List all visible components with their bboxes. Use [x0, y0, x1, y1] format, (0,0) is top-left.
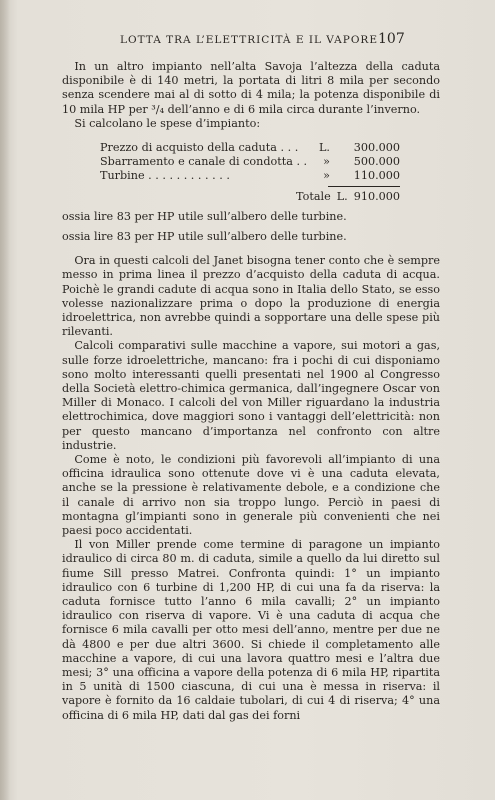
cost-per-hp-line-repeat: ossia lire 83 per HP utile sull’albero delle turbine.: [62, 229, 347, 243]
cost-currency: »: [323, 169, 330, 183]
page-gutter-shadow: [0, 0, 10, 800]
running-header: LOTTA TRA L’ELETTRICITÀ E IL VAPORE: [120, 34, 378, 46]
total-currency: L.: [336, 189, 348, 203]
cost-label: Sbarramento e canale di condotta . .: [100, 155, 308, 169]
cost-table: [100, 141, 400, 204]
body-text: [62, 60, 440, 723]
cost-label: Prezzo di acquisto della caduta . . .: [100, 141, 299, 155]
cost-currency: L.: [319, 141, 330, 155]
cost-amount: 300.000: [353, 141, 400, 155]
cost-row: [100, 169, 400, 183]
paragraph-von-miller: Il von Miller prende come termine di paragone un impianto idraulico di circa 80 m. di caduta, simile a quello da lui diretto sul fiume Sill presso Matrei. Confronta quindi: 1° un impianto idraulico con 6 turbine di 1,200 HP, di cui una fa da riserva: la caduta fornisce tutto l’anno 6 mila cavalli; 2° un impianto idraulico con riserva di vapore. Vi è una caduta di acqua che fornisce 6 mila cavalli per otto mesi dell’anno, mentre per due ne dà 4800 e per due altri 3600. Si chiede il completamento alle macchine a vapore, di cui una lavora quattro mesi e l’altra due mesi; 3° una officina a vapore della potenza di 6 mila HP, ripartita in 5 unità di 1500 ciascuna, di cui una è messa in riserva: il vapore è fornito da 16 caldaie tubolari, di cui 4 di riserva; 4° una officina di 6 mila HP, dati dal gas dei forni: [62, 538, 440, 722]
paragraph-costs-intro: Si calcolano le spese d’impianto:: [74, 116, 261, 130]
total-amount: 910.000: [353, 189, 400, 203]
cost-amount: 500.000: [353, 155, 400, 169]
paragraph-intro: In un altro impianto nell’alta Savoja l’altezza della caduta disponibile è di 140 metri, la portata di litri 8 mila per secondo senza scendere mai al di sotto di 4 mila; la potenza disponibile di 10 mila HP per ³/₄ dell’anno e di 6 mila circa durante l’inverno.: [62, 60, 440, 116]
page-number: 107: [378, 31, 405, 47]
cost-per-hp-line: ossia lire 83 per HP utile sull’albero delle turbine.: [62, 209, 347, 223]
cost-currency: »: [323, 155, 330, 169]
total-label: Totale: [296, 189, 331, 203]
cost-total-row: [100, 190, 400, 204]
cost-row: [100, 155, 400, 169]
cost-label: Turbine . . . . . . . . . . . .: [100, 169, 230, 183]
paragraph-janet: Ora in questi calcoli del Janet bisogna tener conto che è sempre messo in prima linea il prezzo d’acquisto della caduta di acqua. Poichè le grandi cadute di acqua sono in Italia dello Stato, se esso volesse nazionalizzare prima o dopo la produzione di energia idroelettrica, non avrebbe quindi a sopportare una delle spese più rilevanti.: [62, 254, 440, 339]
paragraph-comparative-calcs: Calcoli comparativi sulle macchine a vapore, sui motori a gas, sulle forze idroelettriche, mancano: fra i pochi di cui disponiamo sono molto interessanti quelli presentati nel 1900 al Congresso della Società elettro-chimica germanica, dall’ingegnere Oscar von Miller di Monaco. I calcoli del von Miller riguardano la industria elettrochimica, dove maggiori sono i vantaggi dell’elettricità: non per questo mancano d’importanza nel confronto con altre industrie.: [62, 339, 440, 452]
cost-row: [100, 141, 400, 155]
cost-amount: 110.000: [353, 169, 400, 183]
paragraph-favorable-conditions: Come è noto, le condizioni più favorevoli all’impianto di una officina idraulica sono ottenute dove vi è una caduta elevata, anche se la pressione è relativamente debole, e a condizione che il canale di arrivo non sia troppo lungo. Perciò in paesi di montagna gl’impianti sono in generale più convenienti che nei paesi poco accidentati.: [62, 453, 440, 538]
sum-rule: [328, 186, 400, 187]
